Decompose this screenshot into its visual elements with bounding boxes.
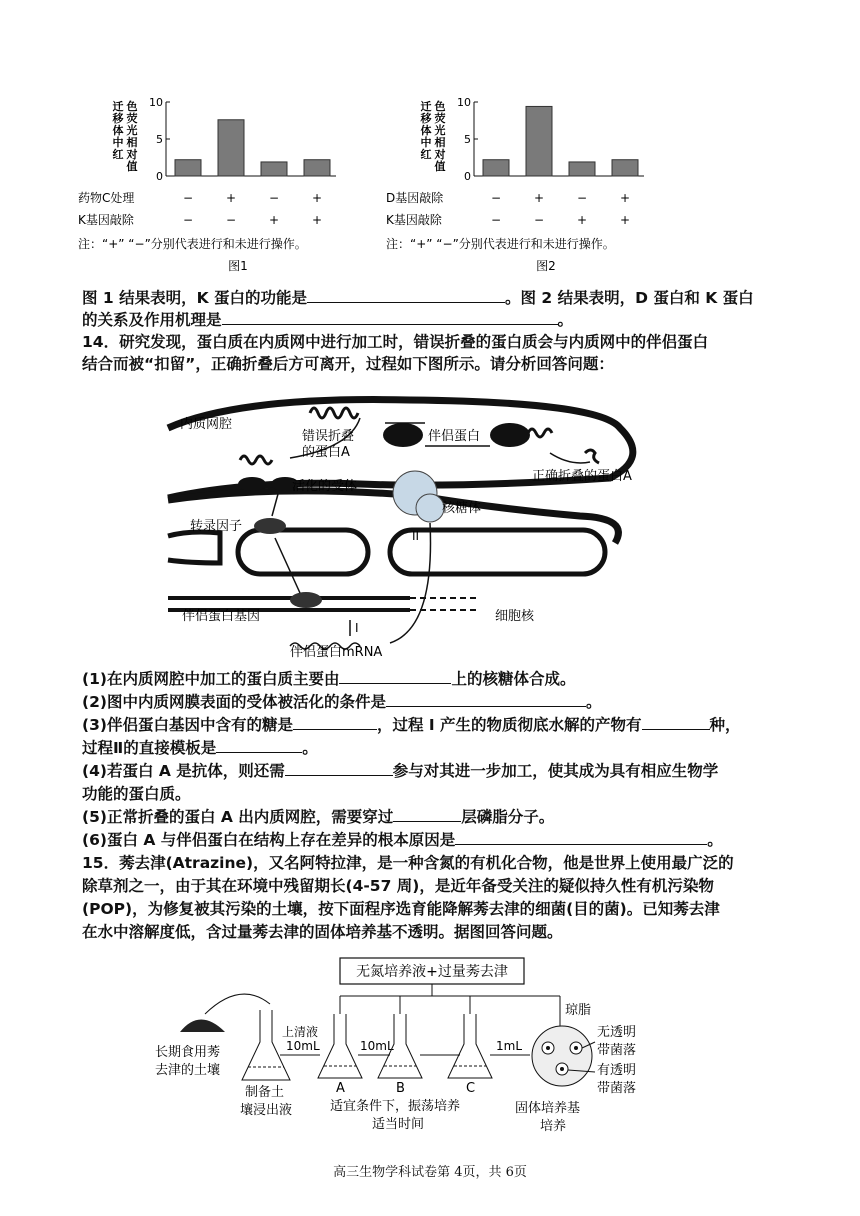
- label-shake-2: 适当时间: [372, 1117, 425, 1132]
- y-axis-label-char: 迁: [112, 100, 124, 113]
- q14-sub-6: (6)蛋白 A 与伴侣蛋白在结构上存在差异的根本原因是 。: [82, 831, 723, 849]
- y-axis-label-char: 值: [126, 160, 138, 173]
- sign: −: [490, 213, 502, 227]
- y-axis-label-char: 色: [434, 100, 446, 113]
- label-chaperone: 伴侣蛋白: [428, 429, 481, 444]
- y-axis-label-char: 相: [126, 136, 138, 149]
- sign: +: [311, 191, 323, 205]
- sign: +: [576, 213, 588, 227]
- y-axis-label-char: 红: [420, 148, 432, 161]
- row-label: 药物C处理: [78, 191, 135, 205]
- q15-line-3: (POP)，为修复被其污染的土壤，按下面程序选育能降解莠去津的细菌(目的菌)。已知莠去津: [82, 900, 720, 918]
- label-volume-2: 10mL: [360, 1039, 394, 1053]
- q14-intro-1: 14．研究发现，蛋白质在内质网中进行加工时，错误折叠的蛋白质会与内质网中的伴侣蛋白: [82, 333, 709, 351]
- label-solid-1: 固体培养基: [515, 1101, 581, 1116]
- answer-blank[interactable]: [293, 714, 377, 730]
- bacteria-screening-diagram: [150, 952, 690, 1142]
- y-axis-label-char: 对: [126, 148, 138, 161]
- q14-sub-5: (5)正常折叠的蛋白 A 出内质网腔，需要穿过 层磷脂分子。: [82, 808, 555, 826]
- label-misfolded: 错误折叠: [302, 429, 355, 444]
- label-soil-1: 长期食用莠: [155, 1045, 221, 1060]
- y-axis-label-char: 红: [112, 148, 124, 161]
- y-tick-label: 10: [457, 96, 471, 109]
- y-tick-label: 0: [156, 170, 163, 183]
- bar: [261, 162, 287, 176]
- label-agar: 琼脂: [565, 1003, 592, 1018]
- label-process-1: I: [355, 621, 359, 635]
- answer-blank[interactable]: [455, 829, 707, 845]
- label-correct-protein: 正确折叠的蛋白A: [532, 469, 632, 484]
- label-flask-b: B: [396, 1081, 405, 1096]
- label-misfolded-2: 的蛋白A: [302, 445, 350, 460]
- label-supernatant: 上清液: [282, 1025, 319, 1039]
- label-solid-2: 培养: [540, 1119, 567, 1134]
- chart-note: 注：“+” “−”分别代表进行和未进行操作。: [386, 237, 615, 251]
- figure-1-chart: [78, 92, 408, 272]
- y-axis-label-char: 中: [112, 136, 124, 149]
- answer-blank[interactable]: [393, 806, 461, 822]
- bar: [569, 162, 595, 176]
- label-receptor: 活化的受体: [292, 479, 358, 494]
- y-axis-label-char: 对: [434, 148, 446, 161]
- row-label: D基因敲除: [386, 191, 444, 205]
- sign: −: [182, 213, 194, 227]
- sign: −: [268, 191, 280, 205]
- y-axis-label-char: 体: [420, 124, 432, 137]
- y-axis-label-char: 中: [420, 136, 432, 149]
- label-flask-c: C: [466, 1081, 476, 1096]
- sign: +: [225, 191, 237, 205]
- sign: +: [268, 213, 280, 227]
- q13-line-2: 的关系及作用机理是 。: [82, 311, 574, 329]
- label-nontransparent-1: 无透明: [597, 1025, 637, 1040]
- y-tick-label: 0: [464, 170, 471, 183]
- label-process-2: II: [412, 529, 420, 543]
- row-label: K基因敲除: [78, 213, 134, 227]
- y-tick-label: 10: [149, 96, 163, 109]
- page-footer: 高三生物学科试卷第 4页，共 6页: [333, 1165, 527, 1180]
- q14-intro-2: 结合而被“扣留”，正确折叠后方可离开，过程如下图所示。请分析回答问题：: [82, 355, 614, 373]
- y-axis-label-char: 移: [112, 112, 124, 125]
- figure-2-chart: [386, 92, 716, 272]
- bar: [304, 160, 330, 176]
- q14-sub-4b: 功能的蛋白质。: [82, 785, 191, 803]
- label-transcription-factor: 转录因子: [190, 519, 243, 534]
- sign: −: [533, 213, 545, 227]
- sign: −: [225, 213, 237, 227]
- label-er-lumen: 内质网腔: [180, 417, 233, 432]
- y-axis-label-char: 荧: [434, 112, 446, 125]
- label-medium: 无氮培养液+过量莠去津: [356, 964, 508, 980]
- chart-caption: 图2: [536, 259, 556, 272]
- sign: −: [182, 191, 194, 205]
- y-axis-label-char: 光: [126, 124, 138, 137]
- answer-blank[interactable]: [285, 760, 393, 776]
- chart-caption: 图1: [228, 259, 248, 272]
- q14-sub-3b: 过程Ⅱ的直接模板是 。: [82, 739, 318, 757]
- label-transparent-1: 有透明: [597, 1063, 637, 1078]
- label-prep-1: 制备土: [245, 1085, 285, 1100]
- q15-line-2: 除草剂之一，由于其在环境中残留期长(4-57 周)，是近年备受关注的疑似持久性有机污染物: [82, 877, 714, 895]
- y-tick-label: 5: [464, 133, 471, 146]
- label-mrna: 伴侣蛋白mRNA: [290, 645, 383, 660]
- label-ribosome: 核糖体: [442, 501, 482, 516]
- bar: [612, 160, 638, 176]
- q14-sub-2: (2)图中内质网膜表面的受体被活化的条件是 。: [82, 693, 602, 711]
- bar: [526, 106, 552, 176]
- sign: +: [311, 213, 323, 227]
- y-axis-label-char: 迁: [420, 100, 432, 113]
- q14-sub-4: (4)若蛋白 A 是抗体，则还需 参与对其进一步加工，使其成为具有相应生物学: [82, 762, 719, 780]
- y-axis-label-char: 相: [434, 136, 446, 149]
- bar: [218, 120, 244, 176]
- y-tick-label: 5: [156, 133, 163, 146]
- y-axis-label-char: 值: [434, 160, 446, 173]
- answer-blank[interactable]: [222, 309, 558, 325]
- y-axis-label-char: 荧: [126, 112, 138, 125]
- label-volume-3: 1mL: [496, 1039, 523, 1053]
- sign: +: [619, 213, 631, 227]
- label-volume-1: 10mL: [286, 1039, 320, 1053]
- q14-sub-3: (3)伴侣蛋白基因中含有的糖是 ，过程 I 产生的物质彻底水解的产物有 种，: [82, 716, 741, 734]
- answer-blank[interactable]: [339, 668, 451, 684]
- sign: +: [533, 191, 545, 205]
- q15-line-4: 在水中溶解度低，含过量莠去津的固体培养基不透明。据图回答问题。: [82, 923, 563, 941]
- label-prep-2: 壤浸出液: [240, 1103, 293, 1118]
- y-axis-label-char: 色: [126, 100, 138, 113]
- bar: [483, 160, 509, 176]
- er-protein-folding-diagram: [160, 388, 660, 660]
- q15-line-1: 15．莠去津(Atrazine)，又名阿特拉津，是一种含氮的有机化合物，他是世界上使用最广泛的: [82, 854, 734, 872]
- q13-line-1: 图 1 结果表明，K 蛋白的功能是 。图 2 结果表明，D 蛋白和 K 蛋白: [82, 289, 754, 307]
- label-nucleus: 细胞核: [495, 609, 535, 624]
- answer-blank[interactable]: [216, 737, 302, 753]
- answer-blank[interactable]: [386, 691, 586, 707]
- q14-sub-1: (1)在内质网腔中加工的蛋白质主要由 上的核糖体合成。: [82, 670, 576, 688]
- label-chaperone-gene: 伴侣蛋白基因: [182, 609, 261, 624]
- sign: −: [576, 191, 588, 205]
- answer-blank[interactable]: [307, 287, 505, 303]
- label-transparent-2: 带菌落: [597, 1081, 637, 1096]
- label-soil-2: 去津的土壤: [155, 1063, 221, 1078]
- sign: −: [490, 191, 502, 205]
- chart-note: 注：“+” “−”分别代表进行和未进行操作。: [78, 237, 307, 251]
- row-label: K基因敲除: [386, 213, 442, 227]
- answer-blank[interactable]: [642, 714, 710, 730]
- label-nontransparent-2: 带菌落: [597, 1043, 637, 1058]
- y-axis-label-char: 光: [434, 124, 446, 137]
- y-axis-label-char: 体: [112, 124, 124, 137]
- label-flask-a: A: [336, 1081, 345, 1096]
- bar: [175, 160, 201, 176]
- y-axis-label-char: 移: [420, 112, 432, 125]
- label-shake-1: 适宜条件下，振荡培养: [330, 1099, 461, 1114]
- sign: +: [619, 191, 631, 205]
